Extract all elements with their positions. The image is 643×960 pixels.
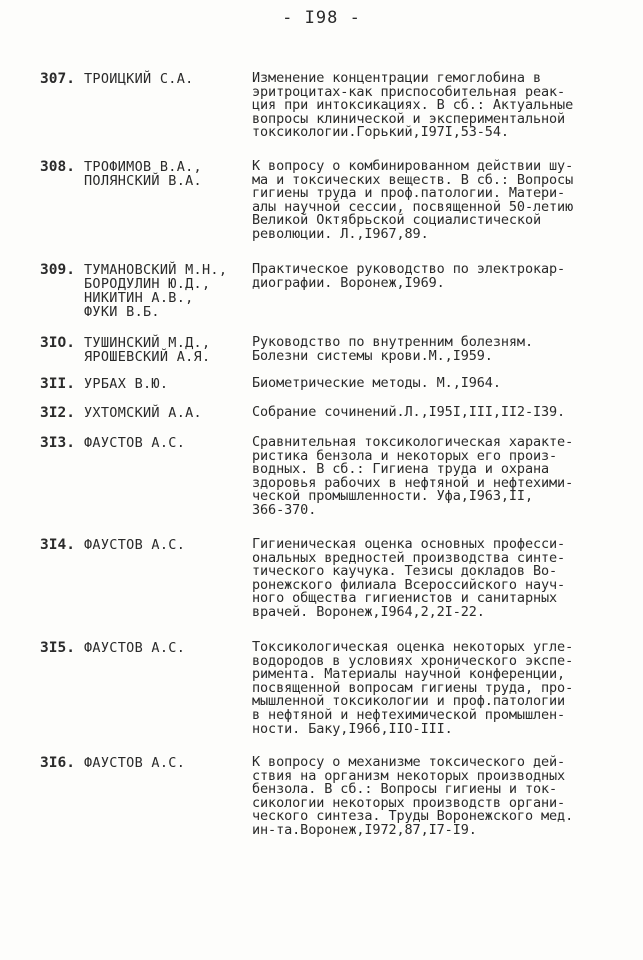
entry-reference <box>252 406 607 420</box>
author-line: ТУМАНОВСКИЙ М.Н., <box>84 262 228 278</box>
reference-line: Практическое руководство по электрокар- <box>252 261 566 277</box>
reference-line: гигиены труда и проф.патологии. Матери- <box>252 185 566 202</box>
entry-authors <box>84 641 185 655</box>
author-line: ФУКИ В.Б. <box>84 304 160 320</box>
reference-line: ческого синтеза. Труды Воронежского мед. <box>252 808 574 825</box>
reference-line: посвященной вопросам гигиены труда, про- <box>252 679 574 696</box>
reference-line: революции. Л.,I967,89. <box>252 225 429 242</box>
entry-number: 3I2. <box>40 405 75 421</box>
reference-line: сикологии некоторых производств органи- <box>252 794 566 811</box>
reference-line: римента. Материалы научной конференции, <box>252 666 566 683</box>
reference-line: бензола. В сб.: Вопросы гигиены и ток- <box>252 781 558 798</box>
entry-reference <box>252 263 607 290</box>
entry-number: 3I4. <box>40 537 75 553</box>
reference-line: ствия на организм некоторых производных <box>252 767 566 784</box>
author-line: ФАУСТОВ А.С. <box>84 640 186 656</box>
entry-authors <box>84 436 185 450</box>
reference-line: водных. В сб.: Гигиена труда и охрана <box>252 461 550 478</box>
reference-line: ристика бензола и некоторых его произ- <box>252 447 558 464</box>
author-line: БОРОДУЛИН Ю.Д., <box>84 276 211 292</box>
reference-line: врачей. Воронеж,I964,2,2I-22. <box>252 603 485 620</box>
author-line: НИКИТИН А.В., <box>84 290 194 306</box>
reference-line: алы научной сессии, посвященной 50-летию <box>252 198 574 215</box>
entry-authors <box>84 160 202 188</box>
entry-reference <box>252 756 607 838</box>
reference-line: мышленной токсикологии и проф.патологии <box>252 693 566 710</box>
reference-line: Изменение концентрации гемоглобина в <box>252 70 541 86</box>
reference-line: ного общества гигиенистов и санитарных <box>252 590 558 607</box>
reference-line: Руководство по внутренним болезням. <box>252 334 533 350</box>
entry-number: 3II. <box>40 376 75 392</box>
entry-reference <box>252 377 607 391</box>
reference-line: 366-370. <box>252 501 317 518</box>
entry-authors <box>84 72 194 86</box>
reference-line: вопросы клинической и экспериментальной <box>252 110 566 127</box>
reference-line: Токсикологическая оценка некоторых угле- <box>252 639 574 655</box>
reference-line: ин-та.Воронеж,I972,87,I7-I9. <box>252 821 477 838</box>
reference-line: ности. Баку,I966,IIO-III. <box>252 720 453 737</box>
author-line: ЯРОШЕВСКИЙ А.Я. <box>84 349 211 365</box>
author-line: УРБАХ В.Ю. <box>84 376 169 392</box>
reference-line: в нефтяной и нефтехимической промышлен- <box>252 706 566 723</box>
author-line: ТУШИНСКИЙ М.Д., <box>84 335 211 351</box>
entry-authors <box>84 263 227 319</box>
author-line: ФАУСТОВ А.С. <box>84 537 186 553</box>
reference-line: ональных вредностей производства синте- <box>252 549 566 566</box>
author-line: ФАУСТОВ А.С. <box>84 755 186 771</box>
entry-reference <box>252 160 607 242</box>
author-line: ТРОИЦКИЙ С.А. <box>84 71 194 87</box>
reference-line: Сравнительная токсикологическая характе- <box>252 434 574 450</box>
reference-line: ция при интоксикациях. В сб.: Актуальные <box>252 97 574 114</box>
entry-reference <box>252 641 607 736</box>
entry-number: 307. <box>40 71 75 87</box>
entry-number: 3I3. <box>40 435 75 451</box>
author-line: ФАУСТОВ А.С. <box>84 435 186 451</box>
reference-line: Болезни системы крови.М.,I959. <box>252 347 493 364</box>
reference-line: тического каучука. Тезисы докладов Во- <box>252 563 558 580</box>
reference-line: К вопросу о механизме токсического дей- <box>252 754 566 770</box>
author-line: УХТОМСКИЙ А.А. <box>84 405 202 421</box>
entry-authors <box>84 336 210 364</box>
reference-line: Биометрические методы. М.,I964. <box>252 375 501 391</box>
entry-authors <box>84 406 202 420</box>
entry-reference <box>252 436 607 518</box>
entry-authors <box>84 377 168 391</box>
reference-line: эритроцитах-как приспособительная реак- <box>252 83 566 100</box>
entry-number: 309. <box>40 262 75 278</box>
entry-number: 3IO. <box>40 335 75 351</box>
entry-number: 3I5. <box>40 640 75 656</box>
entry-authors <box>84 756 185 770</box>
author-line: ПОЛЯНСКИЙ В.А. <box>84 173 202 189</box>
reference-line: здоровья рабочих в нефтяной и нефтехими- <box>252 474 574 491</box>
reference-line: токсикологии.Горький,I97I,53-54. <box>252 124 509 141</box>
reference-line: диографии. Воронеж,I969. <box>252 274 445 291</box>
author-line: ТРОФИМОВ В.А., <box>84 159 202 175</box>
entry-authors <box>84 538 185 552</box>
reference-line: ронежского филиала Всероссийского науч- <box>252 576 566 593</box>
reference-line: ма и токсических веществ. В сб.: Вопросы <box>252 171 574 188</box>
reference-line: Гигиеническая оценка основных професси- <box>252 536 566 552</box>
reference-line: ческой промышленности. Уфа,I963,II, <box>252 488 533 505</box>
entry-reference <box>252 72 607 140</box>
entry-reference <box>252 538 607 620</box>
reference-line: Собрание сочинений.Л.,I95I,III,II2-I39. <box>252 404 566 420</box>
entry-number: 3I6. <box>40 755 75 771</box>
page-number: - I98 - <box>282 8 361 28</box>
reference-line: водородов в условиях хронического экспе- <box>252 652 574 669</box>
entry-reference <box>252 336 607 363</box>
reference-line: Великой Октябрьской социалистической <box>252 212 541 229</box>
entry-number: 308. <box>40 159 75 175</box>
reference-line: К вопросу о комбинированном действии шу- <box>252 158 574 174</box>
